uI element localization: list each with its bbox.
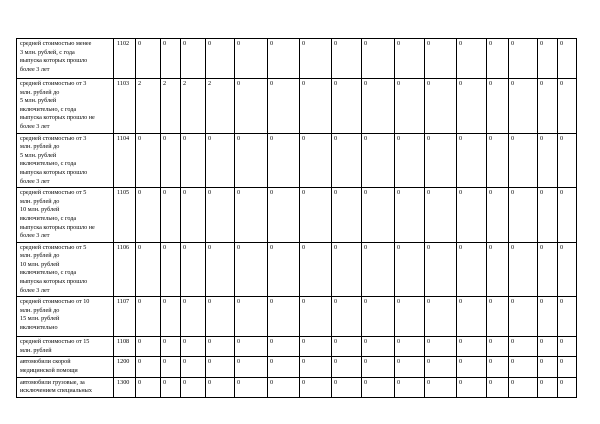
cell-value: 0 (136, 133, 161, 188)
cell-value: 0 (509, 133, 538, 188)
cell-value: 0 (300, 79, 332, 134)
cell-value: 0 (332, 79, 362, 134)
cell-value: 2 (181, 79, 206, 134)
cell-value: 0 (332, 242, 362, 297)
cell-value: 0 (235, 242, 268, 297)
cell-value: 0 (181, 377, 206, 397)
cell-value: 0 (362, 188, 395, 243)
cell-value: 0 (457, 79, 487, 134)
row-description: средней стоимостью от 10 млн. рублей до 15 млн. рублей включительно (17, 297, 114, 337)
cell-value: 0 (538, 357, 558, 377)
row-code: 1103 (114, 79, 136, 134)
table-row (17, 297, 577, 337)
cell-value: 0 (457, 39, 487, 79)
cell-value: 0 (558, 188, 577, 243)
cell-value: 0 (362, 377, 395, 397)
cell-value: 0 (206, 188, 235, 243)
cell-value: 0 (362, 357, 395, 377)
cell-value: 0 (235, 39, 268, 79)
cell-value: 0 (161, 357, 181, 377)
cell-value: 0 (509, 297, 538, 337)
cell-value: 0 (332, 337, 362, 357)
cell-value: 0 (181, 337, 206, 357)
cell-value: 0 (161, 242, 181, 297)
cell-value: 0 (362, 133, 395, 188)
cell-value: 0 (395, 377, 425, 397)
cell-value: 0 (395, 188, 425, 243)
table-row (17, 242, 577, 297)
cell-value: 0 (161, 337, 181, 357)
cell-value: 0 (300, 377, 332, 397)
row-code: 1107 (114, 297, 136, 337)
cell-value: 0 (558, 357, 577, 377)
cell-value: 0 (509, 39, 538, 79)
row-code: 1108 (114, 337, 136, 357)
cell-value: 0 (457, 188, 487, 243)
cell-value: 0 (425, 133, 457, 188)
cell-value: 0 (206, 337, 235, 357)
table-row (17, 79, 577, 134)
cell-value: 0 (509, 242, 538, 297)
cell-value: 0 (268, 357, 300, 377)
table-body (17, 39, 577, 398)
cell-value: 0 (332, 297, 362, 337)
cell-value: 0 (206, 377, 235, 397)
table-row (17, 377, 577, 397)
cell-value: 0 (425, 188, 457, 243)
cell-value: 0 (395, 133, 425, 188)
cell-value: 0 (235, 188, 268, 243)
cell-value: 0 (235, 297, 268, 337)
cell-value: 0 (300, 242, 332, 297)
cell-value: 0 (268, 188, 300, 243)
row-code: 1300 (114, 377, 136, 397)
cell-value: 2 (206, 79, 235, 134)
cell-value: 0 (538, 297, 558, 337)
cell-value: 0 (161, 377, 181, 397)
cell-value: 0 (136, 357, 161, 377)
cell-value: 0 (538, 39, 558, 79)
cell-value: 0 (362, 337, 395, 357)
cell-value: 0 (558, 242, 577, 297)
cell-value: 0 (161, 133, 181, 188)
cell-value: 0 (332, 357, 362, 377)
cell-value: 0 (425, 357, 457, 377)
cell-value: 0 (181, 133, 206, 188)
cell-value: 0 (457, 133, 487, 188)
row-description: автомобили грузовые, за исключением специальных (17, 377, 114, 397)
row-description: средней стоимостью от 15 млн. рублей (17, 337, 114, 357)
cell-value: 0 (425, 242, 457, 297)
cell-value: 0 (136, 377, 161, 397)
cell-value: 0 (136, 188, 161, 243)
cell-value: 0 (395, 357, 425, 377)
cell-value: 0 (161, 188, 181, 243)
cell-value: 0 (362, 79, 395, 134)
table-row (17, 133, 577, 188)
cell-value: 0 (235, 357, 268, 377)
cell-value: 2 (136, 79, 161, 134)
cell-value: 0 (300, 297, 332, 337)
row-description: средней стоимостью от 3 млн. рублей до 5 млн. рублей включительно, с года выпуска которых прошло более 3 лет (17, 133, 114, 188)
cell-value: 0 (181, 188, 206, 243)
cell-value: 0 (235, 377, 268, 397)
cell-value: 0 (332, 377, 362, 397)
cell-value: 0 (538, 242, 558, 297)
table-row (17, 357, 577, 377)
row-code: 1105 (114, 188, 136, 243)
cell-value: 0 (487, 377, 509, 397)
cell-value: 0 (181, 242, 206, 297)
row-code: 1200 (114, 357, 136, 377)
row-description: средней стоимостью от 5 млн. рублей до 10 млн. рублей включительно, с года выпуска которых прошло не более 3 лет (17, 188, 114, 243)
table-row (17, 39, 577, 79)
row-description: автомобили скорой медицинской помощи (17, 357, 114, 377)
cell-value: 0 (487, 242, 509, 297)
cell-value: 0 (425, 377, 457, 397)
cell-value: 0 (457, 337, 487, 357)
cell-value: 0 (509, 357, 538, 377)
cell-value: 0 (206, 133, 235, 188)
cell-value: 0 (487, 297, 509, 337)
cell-value: 0 (538, 79, 558, 134)
cell-value: 0 (457, 297, 487, 337)
cell-value: 0 (509, 377, 538, 397)
cell-value: 0 (332, 39, 362, 79)
cell-value: 0 (558, 133, 577, 188)
cell-value: 0 (509, 188, 538, 243)
row-code: 1104 (114, 133, 136, 188)
cell-value: 0 (206, 242, 235, 297)
cell-value: 0 (268, 377, 300, 397)
cell-value: 0 (558, 79, 577, 134)
table-row (17, 337, 577, 357)
cell-value: 0 (300, 133, 332, 188)
cell-value: 0 (558, 39, 577, 79)
cell-value: 0 (425, 337, 457, 357)
cell-value: 0 (206, 357, 235, 377)
cell-value: 0 (136, 297, 161, 337)
cell-value: 0 (487, 337, 509, 357)
cell-value: 0 (509, 79, 538, 134)
cell-value: 0 (538, 337, 558, 357)
cell-value: 0 (136, 242, 161, 297)
cell-value: 0 (268, 79, 300, 134)
cell-value: 0 (332, 188, 362, 243)
cell-value: 0 (268, 39, 300, 79)
cell-value: 0 (395, 297, 425, 337)
cell-value: 0 (362, 39, 395, 79)
cell-value: 0 (161, 39, 181, 79)
cell-value: 0 (457, 377, 487, 397)
table-row (17, 188, 577, 243)
cell-value: 0 (268, 242, 300, 297)
cell-value: 0 (206, 39, 235, 79)
cell-value: 0 (509, 337, 538, 357)
cell-value: 0 (235, 79, 268, 134)
cell-value: 0 (235, 337, 268, 357)
cell-value: 0 (558, 337, 577, 357)
cell-value: 0 (558, 297, 577, 337)
cell-value: 0 (395, 337, 425, 357)
cell-value: 0 (457, 242, 487, 297)
cell-value: 0 (300, 39, 332, 79)
cell-value: 0 (136, 39, 161, 79)
cell-value: 0 (395, 39, 425, 79)
row-code: 1102 (114, 39, 136, 79)
cell-value: 0 (538, 133, 558, 188)
cell-value: 0 (425, 39, 457, 79)
data-table (16, 38, 577, 398)
row-description: средней стоимостью от 3 млн. рублей до 5 млн. рублей включительно, с года выпуска которых прошло не более 3 лет (17, 79, 114, 134)
cell-value: 0 (181, 39, 206, 79)
cell-value: 0 (362, 242, 395, 297)
cell-value: 0 (395, 79, 425, 134)
cell-value: 0 (235, 133, 268, 188)
cell-value: 0 (487, 133, 509, 188)
cell-value: 0 (487, 79, 509, 134)
cell-value: 0 (558, 377, 577, 397)
cell-value: 0 (487, 357, 509, 377)
cell-value: 0 (457, 357, 487, 377)
cell-value: 0 (161, 297, 181, 337)
cell-value: 0 (268, 133, 300, 188)
cell-value: 2 (161, 79, 181, 134)
cell-value: 0 (395, 242, 425, 297)
row-description: средней стоимостью менее 3 млн. рублей, с года выпуска которых прошло более 3 лет (17, 39, 114, 79)
cell-value: 0 (487, 39, 509, 79)
cell-value: 0 (181, 297, 206, 337)
cell-value: 0 (332, 133, 362, 188)
cell-value: 0 (181, 357, 206, 377)
cell-value: 0 (300, 188, 332, 243)
cell-value: 0 (268, 337, 300, 357)
row-description: средней стоимостью от 5 млн. рублей до 10 млн. рублей включительно, с года выпуска которых прошло более 3 лет (17, 242, 114, 297)
cell-value: 0 (538, 188, 558, 243)
cell-value: 0 (362, 297, 395, 337)
cell-value: 0 (538, 377, 558, 397)
row-code: 1106 (114, 242, 136, 297)
cell-value: 0 (425, 297, 457, 337)
cell-value: 0 (487, 188, 509, 243)
cell-value: 0 (136, 337, 161, 357)
cell-value: 0 (206, 297, 235, 337)
cell-value: 0 (268, 297, 300, 337)
cell-value: 0 (300, 337, 332, 357)
cell-value: 0 (425, 79, 457, 134)
cell-value: 0 (300, 357, 332, 377)
